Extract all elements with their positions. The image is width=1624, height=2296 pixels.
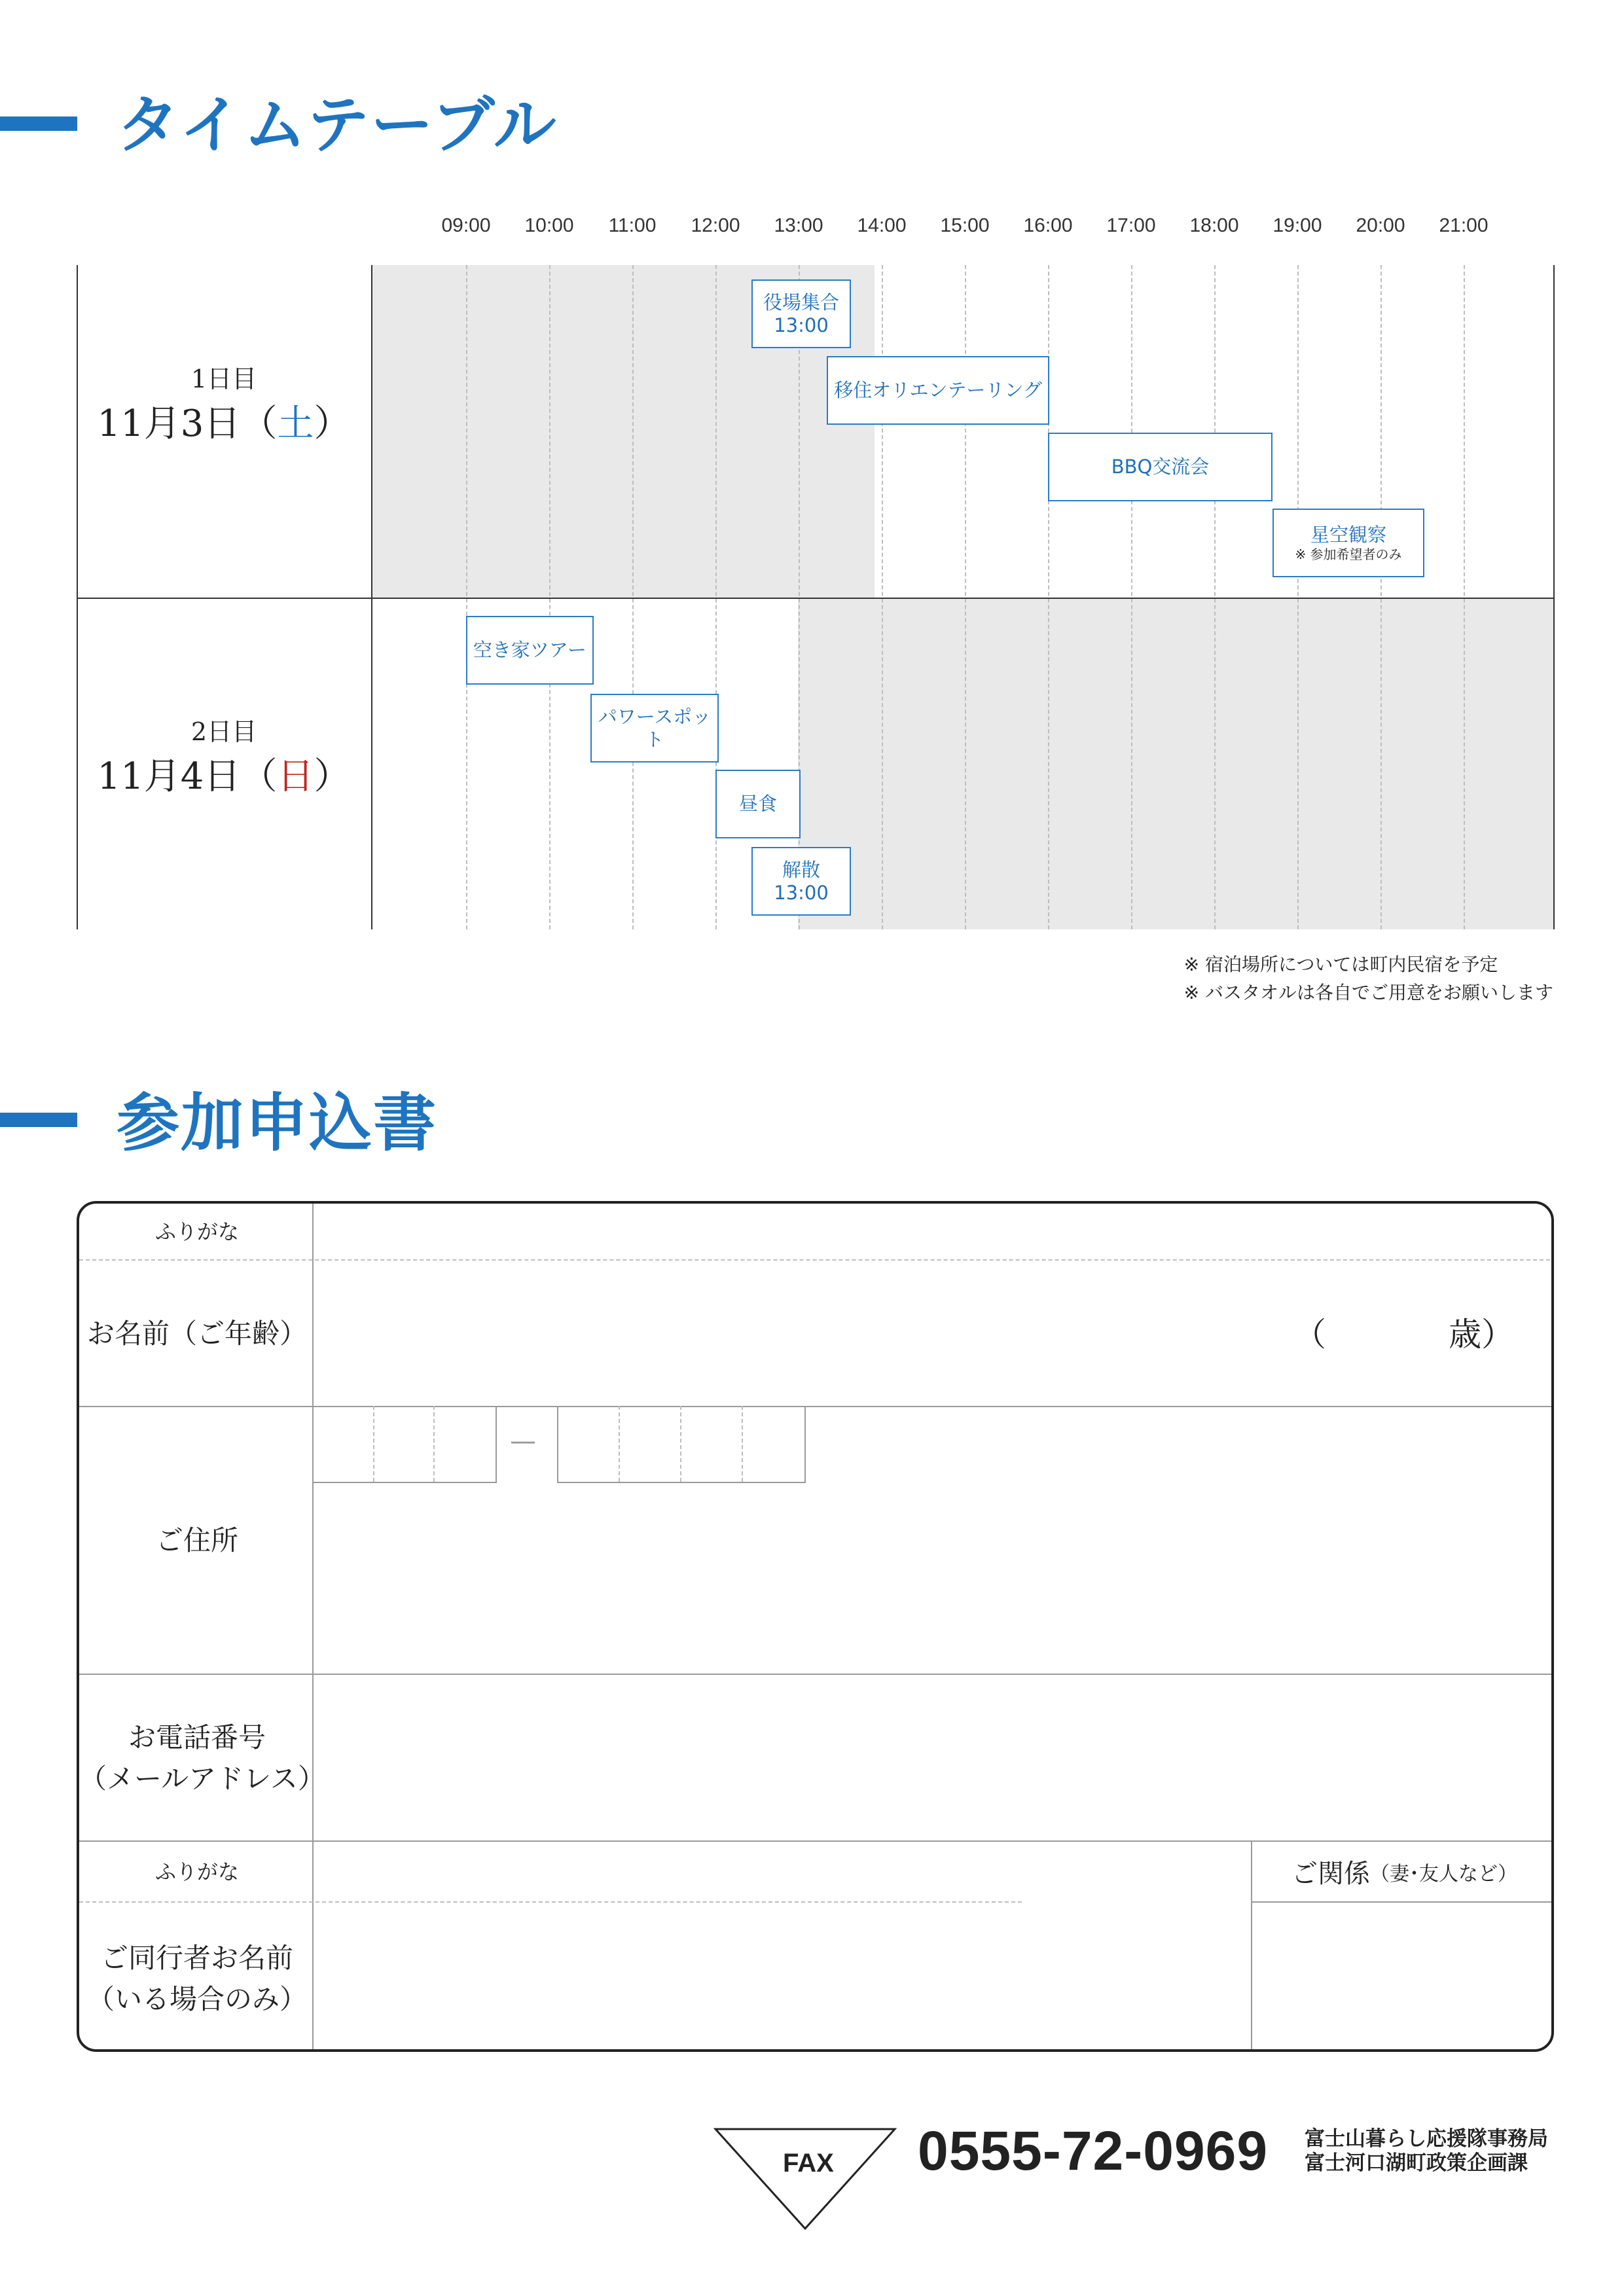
postal-digit-divider [373, 1406, 374, 1482]
event-gathering [751, 279, 851, 348]
time-label: 18:00 [1189, 215, 1239, 236]
event-time: 13:00 [774, 314, 829, 336]
time-label: 17:00 [1106, 215, 1156, 236]
event-time: 13:00 [774, 881, 829, 904]
note-lodging: ※ 宿泊場所については町内民宿を予定 [1183, 954, 1498, 975]
event-dismissal [751, 847, 851, 916]
paren-close: ） [314, 755, 351, 798]
day2-date-text: 11月4日 [97, 755, 241, 798]
address-input[interactable] [314, 1485, 1554, 1672]
event-name: 解散 [782, 858, 820, 881]
event-name: パワースポット [598, 705, 712, 751]
age-paren-open: （ [1293, 1316, 1326, 1354]
companion-furigana-input[interactable] [314, 1842, 1250, 1901]
companion-label [79, 1903, 315, 2052]
time-label: 11:00 [608, 215, 657, 236]
postal-code-dash: — [510, 1426, 536, 1456]
event-name: 空き家ツアー [473, 639, 587, 662]
note-towel: ※ バスタオルは各自でご用意をお願いします [1183, 982, 1553, 1004]
postal-digit-divider [680, 1406, 681, 1482]
furigana-label: ふりがな [154, 1219, 239, 1244]
day2-date [77, 747, 371, 800]
event-vacant-house-tour [466, 616, 594, 685]
day2-weekday: 日 [277, 755, 314, 798]
event-note: ※ 参加希望者のみ [1295, 546, 1402, 562]
time-label: 15:00 [940, 215, 990, 236]
paren-open: （ [240, 403, 278, 445]
timetable-grid [77, 265, 1556, 929]
section-bar [0, 1113, 77, 1127]
fax-organization [1305, 2127, 1548, 2176]
event-stargazing [1272, 509, 1424, 577]
relation-label [1252, 1842, 1554, 1901]
event-orienteering [827, 356, 1049, 425]
event-power-spot [590, 694, 719, 762]
relation-label-sub: （妻･友人など） [1370, 1862, 1517, 1886]
time-label: 16:00 [1023, 215, 1073, 236]
time-label: 21:00 [1439, 215, 1489, 236]
relation-label-main: ご関係 [1291, 1859, 1370, 1889]
section-bar [0, 117, 77, 131]
fax-number: 0555-72-0969 [918, 2120, 1269, 2181]
fax-org-line2: 富士河口湖町政策企画課 [1305, 2151, 1528, 2176]
companion-label-line1: ご同行者お名前 [100, 1942, 293, 1974]
postal-digit-divider [742, 1406, 743, 1482]
paren-close: ） [314, 403, 351, 445]
event-bbq [1048, 433, 1272, 501]
postal-code-first[interactable] [314, 1406, 497, 1483]
day2-caption [77, 711, 371, 800]
time-label: 13:00 [774, 215, 823, 236]
furigana-input[interactable] [314, 1204, 1554, 1259]
inactive-region-day2 [798, 599, 1555, 929]
day1-date [77, 395, 371, 447]
paren-open: （ [240, 755, 278, 798]
day2-label: 2日目 [190, 717, 257, 746]
fax-triangle-icon [713, 2127, 897, 2232]
phone-label-line2: （メールアドレス） [79, 1762, 325, 1795]
relation-input[interactable] [1252, 1903, 1554, 2052]
time-label: 20:00 [1356, 215, 1405, 236]
phone-label-line1: お電話番号 [128, 1721, 266, 1753]
event-name: 移住オリエンテーリング [834, 379, 1042, 402]
timetable-notes [1184, 950, 1553, 1007]
event-name: 役場集合 [763, 291, 839, 314]
day1-label: 1日目 [190, 365, 257, 393]
fax-org-line1: 富士山暮らし応援隊事務局 [1305, 2127, 1548, 2151]
event-name: 昼食 [738, 793, 777, 816]
application-form [77, 1201, 1554, 2052]
event-name: BBQ交流会 [1111, 456, 1210, 478]
age-unit: 歳） [1449, 1316, 1514, 1354]
time-label: 12:00 [691, 215, 740, 236]
address-label: ご住所 [155, 1524, 238, 1556]
phone-input[interactable] [314, 1675, 1554, 1840]
day-separator [77, 598, 1555, 599]
time-label: 09:00 [441, 215, 491, 236]
event-name: 星空観察 [1310, 524, 1386, 547]
time-label: 19:00 [1272, 215, 1322, 236]
phone-label [79, 1675, 325, 1840]
time-label: 14:00 [857, 215, 907, 236]
companion-name-input[interactable] [314, 1903, 1250, 2052]
companion-label-line2: （いる場合のみ） [86, 1983, 307, 2015]
name-label: お名前（ご年齢） [86, 1317, 307, 1350]
fax-label: FAX [783, 2149, 834, 2178]
name-input[interactable] [314, 1261, 1295, 1406]
postal-digit-divider [619, 1406, 620, 1482]
companion-furigana-label: ふりがな [154, 1859, 239, 1884]
time-label: 10:00 [524, 215, 574, 236]
day1-caption [77, 359, 371, 447]
postal-digit-divider [433, 1406, 435, 1482]
timetable-title: タイムテーブル [117, 88, 558, 162]
postal-code-second[interactable] [557, 1406, 806, 1483]
event-lunch [715, 770, 801, 838]
application-title: 参加申込書 [117, 1086, 437, 1160]
age-input[interactable] [1329, 1302, 1441, 1354]
day1-date-text: 11月3日 [97, 403, 241, 445]
day1-weekday: 土 [277, 403, 314, 445]
